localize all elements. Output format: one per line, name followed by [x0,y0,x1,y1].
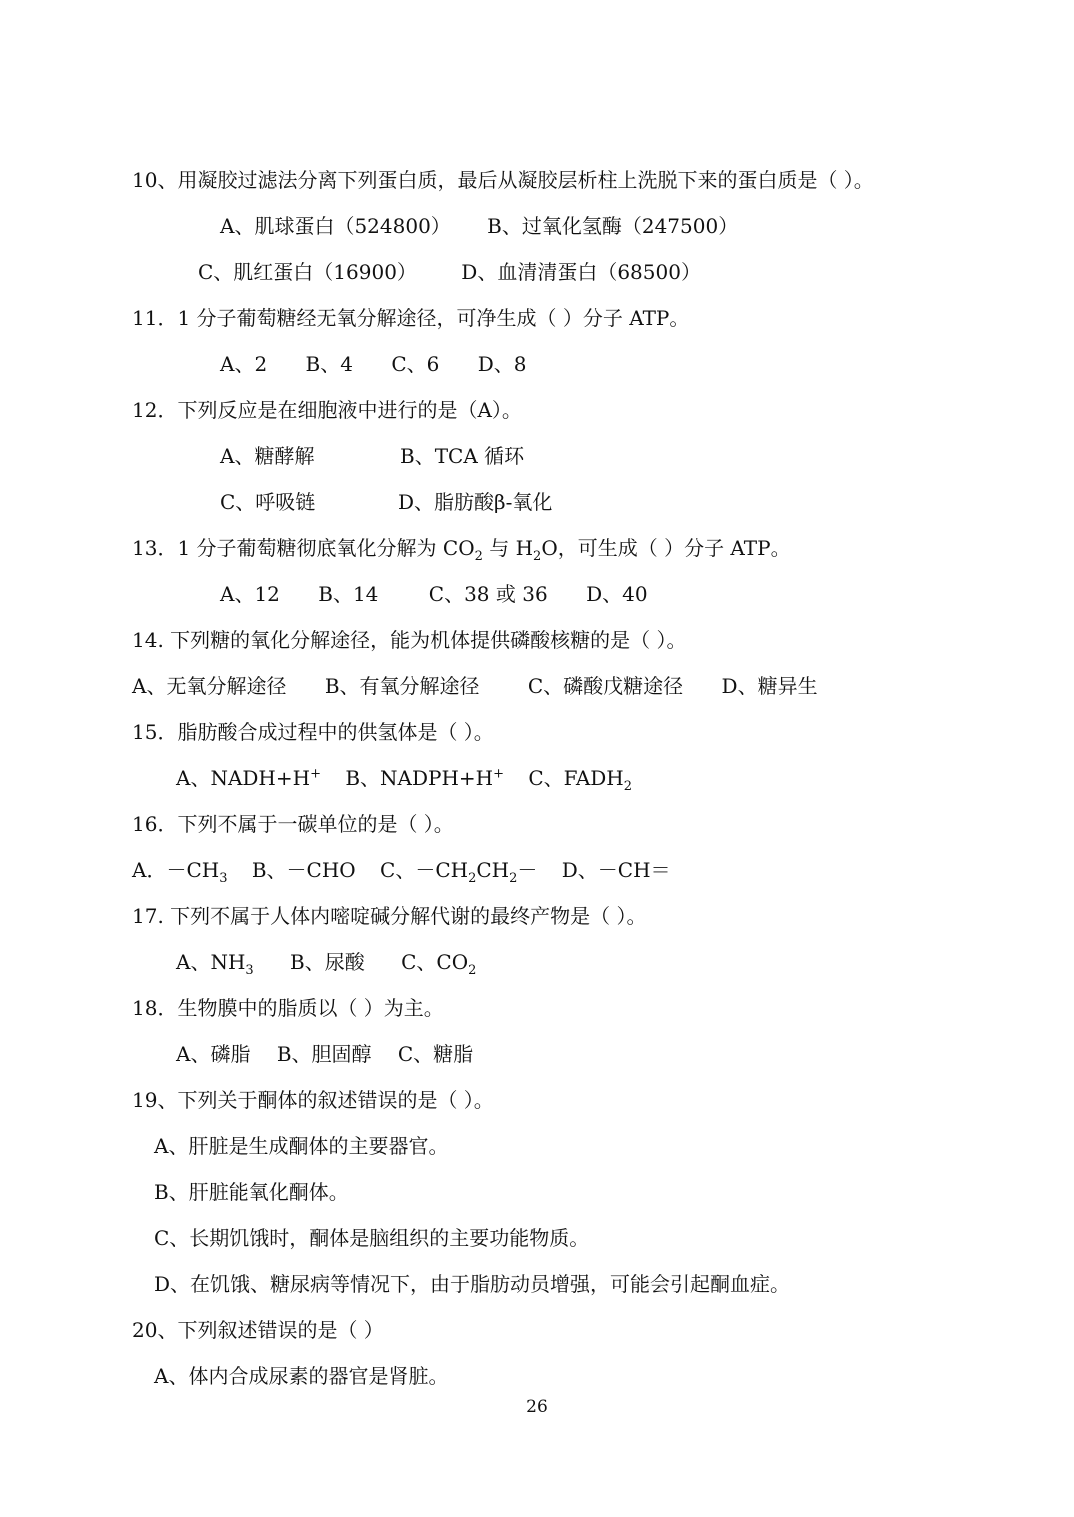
q14-option-a: A、无氧分解途径 [132,674,287,698]
q18-stem: 18．生物膜中的脂质以（ ）为主。 [132,996,444,1020]
q13-stem-pre: 13．1 分子葡萄糖彻底氧化分解为 CO [132,536,475,560]
q16-option-a-sub: 3 [219,871,228,886]
q14-option-d: D、糖异生 [721,674,818,698]
q11-options [220,351,526,377]
q13-stem [132,535,791,564]
q12-option-d: D、脂肪酸β-氧化 [398,490,553,514]
q15-option-b-sup: + [493,766,505,782]
q16-option-a-text: A．－CH [132,858,220,882]
q10-stem: 10、用凝胶过滤法分离下列蛋白质，最后从凝胶层析柱上洗脱下来的蛋白质是（ ）。 [132,168,874,192]
q14-options [132,673,818,699]
q17-option-a-text: A、NH [176,950,246,974]
q12-option-a: A、糖酵解 [220,444,315,468]
q18-options [176,1041,473,1067]
q13-option-c: C、38 或 36 [428,582,548,606]
q12-option-b: B、TCA 循环 [400,444,525,468]
q12-option-c: C、呼吸链 [220,490,316,514]
q19-option-c: C、长期饥饿时，酮体是脑组织的主要功能物质。 [154,1226,590,1250]
q15-option-b [345,765,504,791]
q10-options-row2 [198,259,701,285]
q15-stem: 15．脂肪酸合成过程中的供氢体是（ ）。 [132,720,494,744]
q11-option-d: D、8 [477,352,527,376]
q12-stem: 12．下列反应是在细胞液中进行的是（A）。 [132,398,522,422]
q15-options [176,765,633,794]
q17-option-b: B、尿酸 [290,950,365,974]
q11-option-b: B、4 [305,352,353,376]
q15-option-a-sup: + [310,766,321,782]
q13-stem-post: O，可生成（ ）分子 ATP。 [541,536,791,560]
q17-options [176,949,477,978]
q13-sub2: 2 [533,549,542,564]
q20-option-a: A、体内合成尿素的器官是肾脏。 [154,1364,449,1388]
q19-option-a: A、肝脏是生成酮体的主要器官。 [154,1134,449,1158]
q19-option-d: D、在饥饿、糖尿病等情况下，由于脂肪动员增强，可能会引起酮血症。 [154,1272,791,1296]
q17-option-c-text: C、CO [401,950,469,974]
q15-option-b-text: B、NADPH+H [345,766,494,790]
q16-option-d: D、－CH＝ [561,858,671,882]
q10-option-d: D、血清清蛋白（68500） [461,260,701,284]
q16-option-a [132,857,228,886]
q17-option-c-sub: 2 [468,963,477,978]
q18-option-b: B、胆固醇 [276,1042,372,1066]
q16-stem: 16．下列不属于一碳单位的是（ ）。 [132,812,454,836]
q14-option-b: B、有氧分解途径 [324,674,480,698]
q17-option-a [176,949,254,978]
q11-option-c: C、6 [391,352,440,376]
q11-option-a: A、2 [220,352,268,376]
q11-stem: 11．1 分子葡萄糖经无氧分解途径，可净生成（ ）分子 ATP。 [132,306,690,330]
q16-option-b: B、－CHO [251,858,356,882]
q18-option-c: C、糖脂 [397,1042,474,1066]
q18-option-a: A、磷脂 [176,1042,251,1066]
q16-option-c-sub1: 2 [468,871,477,886]
q13-stem-mid: 与 H [482,536,534,560]
q10-option-a: A、肌球蛋白（524800） [220,214,451,238]
q10-options-row1 [220,213,738,239]
q15-option-a [176,765,321,791]
q13-option-b: B、14 [318,582,379,606]
q17-option-a-sub: 3 [245,963,254,978]
q14-stem: 14. 下列糖的氧化分解途径，能为机体提供磷酸核糖的是（ ）。 [132,628,687,652]
q15-option-a-text: A、NADH+H [176,766,311,790]
q14-option-c: C、磷酸戊糖途径 [527,674,684,698]
q10-option-c: C、肌红蛋白（16900） [198,260,417,284]
q15-option-c [528,765,633,794]
q17-stem: 17. 下列不属于人体内嘧啶碱分解代谢的最终产物是（ ）。 [132,904,647,928]
q13-option-d: D、40 [586,582,648,606]
q16-option-c-post: － [517,858,538,882]
page-number: 26 [526,1397,548,1417]
q16-option-c [380,857,538,886]
q15-option-c-sub: 2 [623,779,633,794]
q16-option-c-text: C、－CH [380,858,469,882]
q13-options [220,581,648,607]
q13-option-a: A、12 [220,582,280,606]
q16-options [132,857,671,886]
q17-option-c [401,949,477,978]
q10-option-b: B、过氧化氢酶（247500） [487,214,739,238]
q19-stem: 19、下列关于酮体的叙述错误的是（ ）。 [132,1088,494,1112]
q13-sub1: 2 [474,549,483,564]
q19-option-b: B、肝脏能氧化酮体。 [154,1180,349,1204]
q15-option-c-text: C、FADH [528,766,624,790]
q16-option-c-sub2: 2 [509,871,518,886]
q20-stem: 20、下列叙述错误的是（ ） [132,1318,384,1342]
q16-option-c-mid: CH [476,858,510,882]
